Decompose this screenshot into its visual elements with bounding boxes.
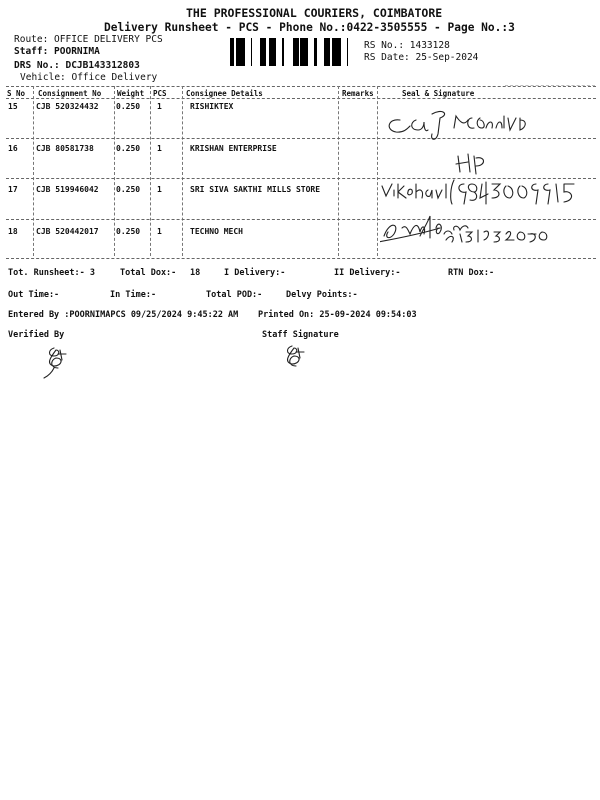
row-sno: 18 (8, 227, 18, 236)
i-delivery-label: I Delivery:- (224, 268, 286, 278)
row-weight: 0.250 (116, 102, 141, 111)
row-consignment-no: CJB 80581738 (36, 144, 94, 153)
column-divider (182, 86, 183, 256)
row-divider (6, 258, 596, 259)
company-title: THE PROFESSIONAL COURIERS, COIMBATORE (186, 6, 443, 20)
row-consignment-no: CJB 520324432 (36, 102, 99, 111)
total-pod-label: Total POD:- (206, 290, 263, 300)
in-time-label: In Time:- (110, 290, 157, 300)
col-header-seal-signature: Seal & Signature (402, 89, 475, 98)
printed-on: Printed On: 25-09-2024 09:54:03 (258, 310, 417, 320)
row-pcs: 1 (157, 227, 162, 236)
initials-signature-icon (40, 344, 76, 380)
column-divider (114, 86, 115, 256)
col-header-consignment: Consignment No (38, 89, 102, 98)
row-consignment-no: CJB 519946042 (36, 185, 99, 194)
staff-label: Staff: POORNIMA (14, 46, 100, 57)
staff-signature-label: Staff Signature (262, 330, 339, 340)
row-pcs: 1 (157, 102, 162, 111)
row-consignee: TECHNO MECH (190, 227, 243, 236)
row-consignee: RISHIKTEX (190, 102, 234, 111)
ii-delivery-label: II Delivery:- (334, 268, 401, 278)
row-pcs: 1 (157, 185, 162, 194)
rtn-dox-label: RTN Dox:- (448, 268, 495, 278)
row-consignee: KRISHAN ENTERPRISE (190, 144, 277, 153)
col-header-sno: S No (7, 89, 26, 98)
column-divider (338, 86, 339, 256)
handwritten-signature-icon (380, 100, 595, 250)
verified-by-label: Verified By (8, 330, 65, 340)
row-consignee: SRI SIVA SAKTHI MILLS STORE (190, 185, 321, 194)
rs-date: RS Date: 25-Sep-2024 (364, 52, 479, 63)
col-header-consignee: Consignee Details (186, 89, 263, 98)
column-divider (377, 86, 378, 256)
col-header-pcs: PCS (153, 89, 167, 98)
total-dox-label: Total Dox:- (120, 268, 177, 278)
col-header-remarks: Remarks (342, 89, 374, 98)
row-weight: 0.250 (116, 144, 141, 153)
initials-signature-icon (280, 344, 310, 370)
column-divider (150, 86, 151, 256)
rs-number: RS No.: 1433128 (364, 40, 450, 51)
total-dox-value: 18 (190, 268, 201, 278)
barcode-icon (230, 38, 352, 66)
row-consignment-no: CJB 520442017 (36, 227, 99, 236)
tot-runsheet: Tot. Runsheet:- 3 (8, 268, 95, 278)
row-sno: 17 (8, 185, 18, 194)
vehicle-label: Vehicle: Office Delivery (20, 72, 158, 83)
out-time-label: Out Time:- (8, 290, 60, 300)
row-sno: 16 (8, 144, 18, 153)
drs-number: DRS No.: DCJB143312803 (14, 60, 140, 71)
entered-by: Entered By :POORNIMAPCS 09/25/2024 9:45:22 AM (8, 310, 239, 320)
row-sno: 15 (8, 102, 18, 111)
delvy-points-label: Delvy Points:- (286, 290, 358, 300)
row-pcs: 1 (157, 144, 162, 153)
column-divider (33, 86, 34, 256)
route-label: Route: OFFICE DELIVERY PCS (14, 34, 163, 45)
col-header-weight: Weight (117, 89, 145, 98)
row-weight: 0.250 (116, 227, 141, 236)
divider (6, 86, 596, 87)
runsheet-subtitle: Delivery Runsheet - PCS - Phone No.:0422-3505555 - Page No.:3 (104, 21, 515, 34)
row-weight: 0.250 (116, 185, 141, 194)
divider (6, 98, 596, 99)
